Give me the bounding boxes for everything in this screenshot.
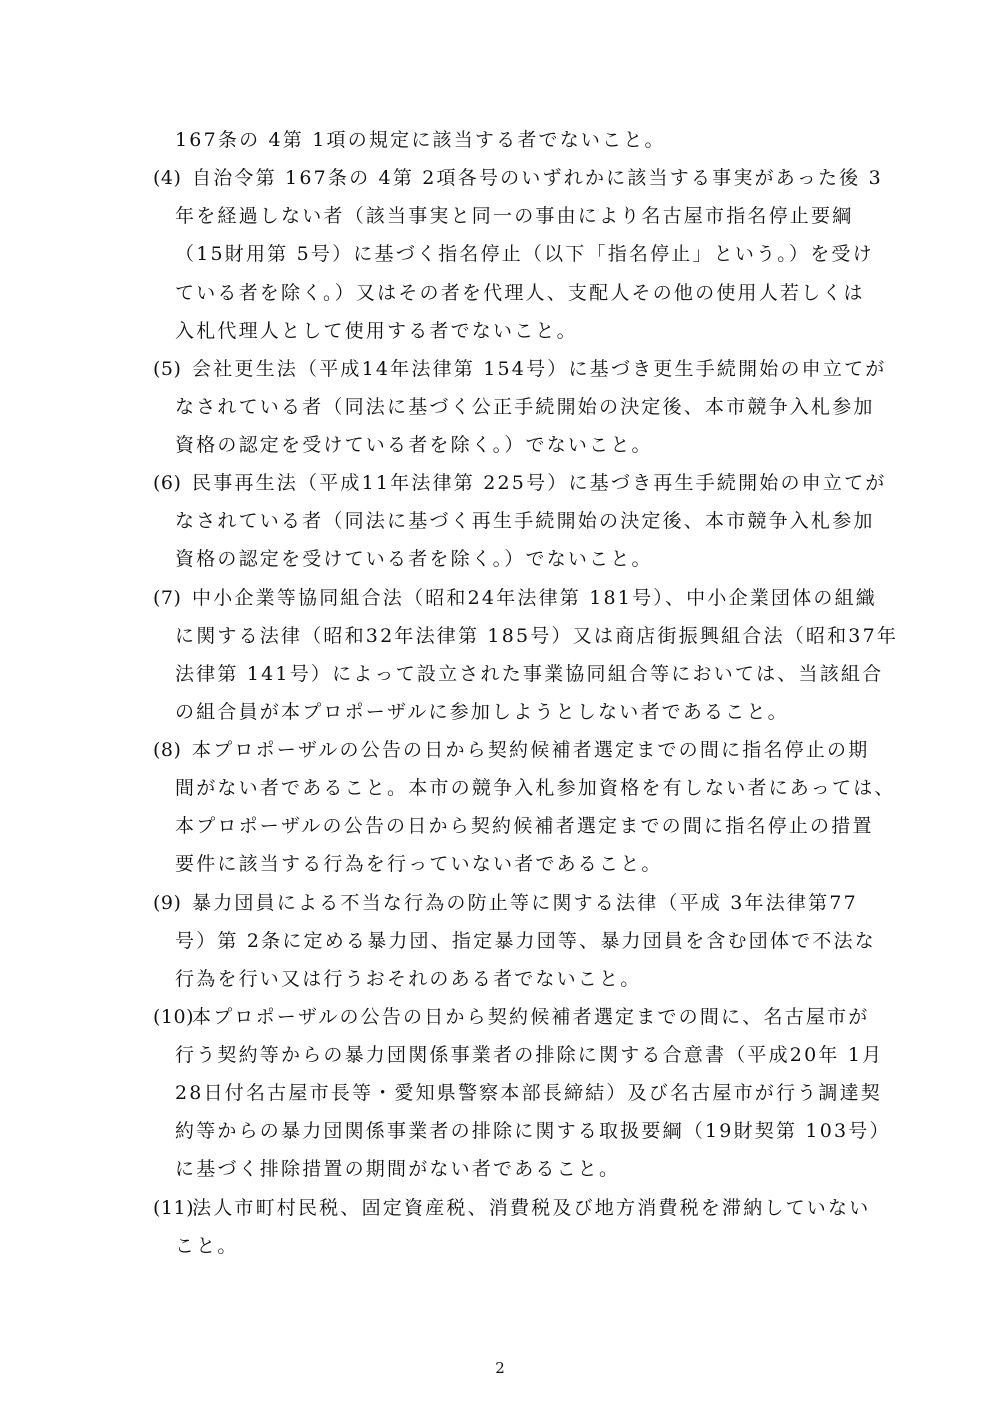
text-line: こと。 bbox=[175, 1235, 239, 1257]
text-line: 中小企業等協同組合法（昭和24年法律第 181号）、中小企業団体の組織 bbox=[192, 587, 877, 609]
item-number: (11) bbox=[153, 1197, 195, 1219]
item-number: (4) bbox=[153, 167, 182, 189]
text-line: 暴力団員による不当な行為の防止等に関する法律（平成 3年法律第77 bbox=[192, 892, 858, 914]
text-line: 約等からの暴力団関係事業者の排除に関する取扱要綱（19財契第 103号） bbox=[175, 1120, 891, 1142]
text-line: （15財用第 5号）に基づく指名停止（以下「指名停止」という。）を受け bbox=[175, 243, 874, 265]
text-line: 28日付名古屋市長等・愛知県警察本部長締結）及び名古屋市が行う調達契 bbox=[175, 1082, 882, 1104]
page-number: 2 bbox=[495, 1359, 505, 1377]
text-line: なされている者（同法に基づく公正手続開始の決定後、本市競争入札参加 bbox=[175, 396, 875, 418]
text-line: 本プロポーザルの公告の日から契約候補者選定までの間に、名古屋市が bbox=[192, 1006, 870, 1028]
text-line: 要件に該当する行為を行っていない者であること。 bbox=[175, 853, 663, 875]
item-number: (5) bbox=[153, 358, 182, 380]
text-line: 行為を行い又は行うおそれのある者でないこと。 bbox=[175, 968, 642, 990]
text-line: 民事再生法（平成11年法律第 225号）に基づき再生手続開始の申立てが bbox=[192, 472, 887, 494]
text-line: に関する法律（昭和32年法律第 185号）又は商店街振興組合法（昭和37年 bbox=[175, 625, 899, 647]
text-line: 号）第 2条に定める暴力団、指定暴力団等、暴力団員を含む団体で不法な bbox=[175, 930, 876, 952]
text-line: 年を経過しない者（該当事実と同一の事由により名古屋市指名停止要綱 bbox=[175, 205, 854, 227]
text-line: 会社更生法（平成14年法律第 154号）に基づき更生手続開始の申立てが bbox=[192, 358, 887, 380]
text-line: 167条の 4第 1項の規定に該当する者でないこと。 bbox=[175, 129, 666, 151]
text-line: 本プロポーザルの公告の日から契約候補者選定までの間に指名停止の期 bbox=[192, 739, 870, 761]
text-line: なされている者（同法に基づく再生手続開始の決定後、本市競争入札参加 bbox=[175, 510, 875, 532]
text-line: の組合員が本プロポーザルに参加しようとしない者であること。 bbox=[175, 701, 789, 723]
item-number: (9) bbox=[153, 892, 182, 914]
text-line: 資格の認定を受けている者を除く。）でないこと。 bbox=[175, 548, 653, 570]
text-line: 行う契約等からの暴力団関係事業者の排除に関する合意書（平成20年 1月 bbox=[175, 1044, 884, 1066]
text-line: 本プロポーザルの公告の日から契約候補者選定までの間に指名停止の措置 bbox=[175, 815, 874, 837]
item-number: (7) bbox=[153, 587, 182, 609]
text-line: 法律第 141号）によって設立された事業協同組合等においては、当該組合 bbox=[175, 663, 884, 685]
text-line: 自治令第 167条の 4第 2項各号のいずれかに該当する事実があった後 3 bbox=[192, 167, 883, 189]
text-line: 資格の認定を受けている者を除く。）でないこと。 bbox=[175, 434, 653, 456]
item-number: (10) bbox=[153, 1006, 195, 1028]
text-line: 間がない者であること。本市の競争入札参加資格を有しない者にあっては、 bbox=[175, 777, 896, 799]
text-line: に基づく排除措置の期間がない者であること。 bbox=[175, 1158, 621, 1180]
item-number: (8) bbox=[153, 739, 182, 761]
text-line: 法人市町村民税、固定資産税、消費税及び地方消費税を滞納していない bbox=[192, 1197, 871, 1219]
text-line: ている者を除く。）又はその者を代理人、支配人その他の使用人若しくは bbox=[175, 282, 865, 304]
text-line: 入札代理人として使用する者でないこと。 bbox=[175, 320, 578, 342]
item-number: (6) bbox=[153, 472, 182, 494]
